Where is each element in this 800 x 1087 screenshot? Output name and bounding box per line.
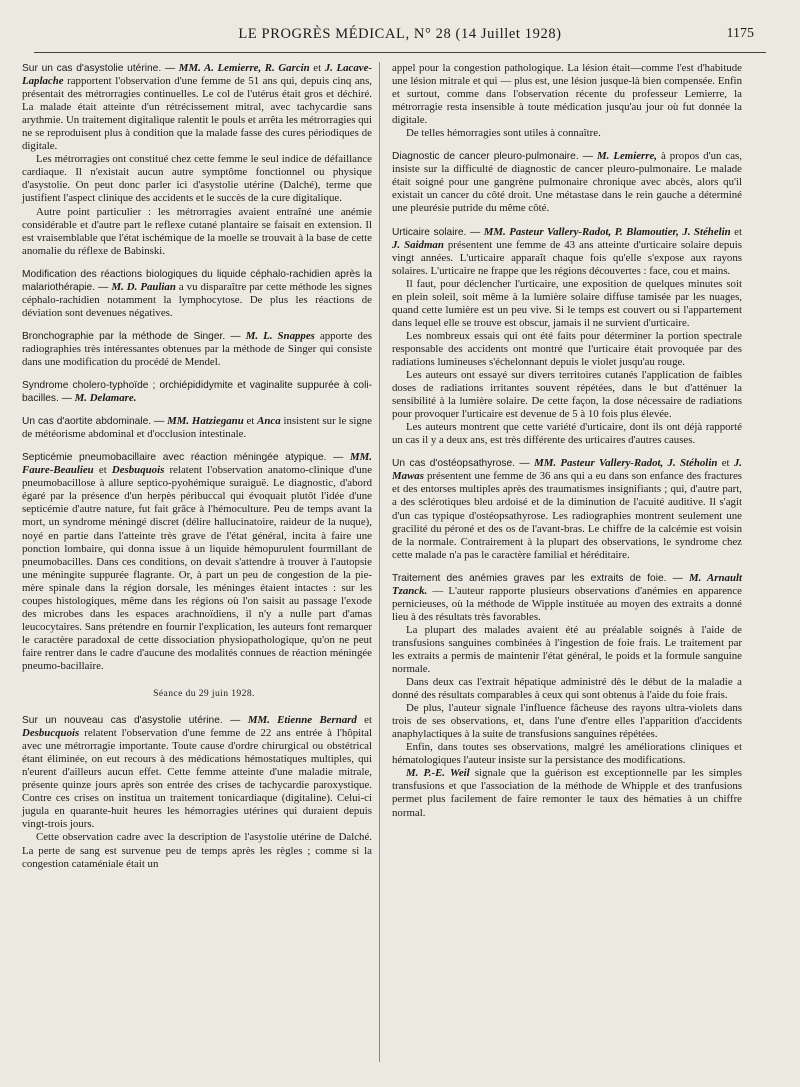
article-syndrome-cholero-typhoide: Syndrome cholero-typhoïde ; orchiépididymite et vaginalite suppurée à coli-bacilles. — M. Delamare. bbox=[22, 380, 372, 405]
paragraph: De telles hémorragies sont utiles à connaître. bbox=[406, 127, 601, 140]
article-liquide-cephalo-rachidien: Modification des réactions biologiques du liquide céphalo-rachidien après la malariothérapie. — M. D. Paulian a vu disparaître par cette méthode les signes céphalo-rachidien notamment la lymphocytose. De plus les réactions de déviation sont devenues négatives. bbox=[22, 268, 372, 319]
article-anemies-graves: Traitement des anémies graves par les extraits de foie. — M. Arnault Tzanck. — L'auteur rapporte plusieurs observations d'anémies en apparence pernicieuses, où la méthode de Wipple instituée au moyen des extraits a donné lieu à des résultats très favorables. bbox=[392, 571, 743, 623]
article-aortite-abdominale: Un cas d'aortite abdominale. — MM. Hatzieganu et Anca insistent sur le signe de météorisme abdominal et d'occlusion intestinale. bbox=[22, 415, 372, 441]
paragraph: Les auteurs montrent que cette variété d'urticaire, dont ils ont déjà rapporté un cas il y a deux ans, est très différente des urticaires d'autres causes. bbox=[392, 421, 742, 447]
article-asystolie-uterine: Sur un cas d'asystolie utérine. — MM. A. Lemierre, R. Garcin et J. Lacave-Laplache rapportent l'observation d'une femme de 51 ans qui, depuis cinq ans, présentait des métrorragies continuelles. Le col de l'utérus était gros et déchiré. La malade était atteinte d'un rétrécissement mitral, avec tachycardie sans arythmie. Un traitement digitalique ralentit le pouls et arrêta les métrorragies qui ne se reproduisent plus à condition que la malade fasse des cures périodiques de digitale. bbox=[22, 62, 372, 153]
article-osteopsathyrose: Un cas d'ostéopsathyrose. — MM. Pasteur Vallery-Radot, J. Stéholin et J. Mawas présentent une femme de 36 ans qui a eu dans son enfance des fractures et des entorses multiples après des traumatismes insignifiants ; qui, d'autre part, a des sclérotiques bleu ardoisé et de la diminution de l'acuité auditive. Il s'agit d'un cas typique d'ostéopsathyrose. Les radiographies montrent seulement une gracilité du péroné et des os de l'avant-bras. Le chiffre de la calcémie est voisin de la normale. Contrairement à la plupart des observations, le syndrome chez cette malade n'a pas le caractère familial et héréditaire. bbox=[392, 457, 742, 561]
page-number: 1175 bbox=[726, 26, 754, 41]
paragraph: Autre point particulier : les métrorragies avaient entraîné une anémie considérable et d'autre part le reflexe cutané plantaire se faisait en extension. Il est vraisemblable que l'état ischémique de la moelle se trouvait à la base de cette anomalie du réflexe de Babinski. bbox=[22, 205, 372, 257]
right-column bbox=[392, 62, 742, 820]
left-column bbox=[22, 62, 372, 871]
article-septicemie-pneumobacillaire: Septicémie pneumobacillaire avec réaction méningée atypique. — MM. Faure-Beaulieu et Desbuquois relatent l'observation anatomo-clinique d'une pneumobacillose à allure septico-pyohémique suraiguë. Le diagnostic, d'abord égaré par la présence d'un herpès péribuccal qui évoquait plutôt l'idée d'une septicémie d'autre nature, fut fait grâce à l'hémoculture. Peu de temps avant la mort, un syndrome méningé discret (délire hallucinatoire, raideur de la nuque), noyé en partie dans l'atteinte très grave de l'état général, incita à faire une ponction lombaire, qui donna issue à un liquide hémopurulent fourmillant de pneumobacilles. Dans ces conditions, on devait s'attendre à trouver à l'autopsie une méningite suppurée flagrante. Or, à part un peu de congestion de la pie-mère spinale dans la région dorsale, les méninges étaient intactes : sur les coupes histologiques, même dans les régions où l'on saisit au passage l'exode des microbes dans les espaces arachnoïdiens, il n'y a nulle part d'amas leucocytaires. Sans prétendre en fournir l'explication, les auteurs font remarquer le caractère paradoxal de cette dissociation physiopathologique, qu'on ne peut faire rentrer dans le cadre d'aucune des modalités connues de réaction méningée pneumo-bacillaire. bbox=[22, 451, 373, 672]
paragraph: De plus, l'auteur signale l'influence fâcheuse des rayons ultra-violets dans trois de ses observations, et, dans l'une d'entre elles l'apparition d'accidents anaphylactiques à la suite de transfusions sanguines répétées. bbox=[392, 702, 742, 741]
paragraph: Les auteurs ont essayé sur divers territoires cutanés l'application de faibles doses de radiations irritantes souvent répétées, dans le but d'atténuer la sensibilité à la lumière solaire. De cette façon, la dose nécessaire de radiations pour provoquer l'urticaire est devenue de 5 à 10 fois plus élevée. bbox=[392, 369, 742, 421]
article-bronchographie: Bronchographie par la méthode de Singer. — M. L. Snappes apporte des radiographies très intéressantes obtenues par la méthode de Singer qui consiste dans une modification du procédé de Mendel. bbox=[22, 329, 372, 368]
paragraph-continued: appel pour la congestion pathologique. La lésion était—comme l'est d'habitude une lésion mitrale et qui — plus est, une lésion jusque-là bien compensée. Enfin et surtout, comme dans l'observation récente du professeur Lemierre, la métrorragie resta insensible à toute médication jusqu'au jour où fut donnée la digitale. bbox=[392, 62, 742, 127]
paragraph: Les métrorragies ont constitué chez cette femme le seul indice de défaillance cardiaque. Il n'existait aucun autre symptôme fonctionnel ou physique d'asystolie. On peut donc parler ici d'asystolie utérine (Dalché), terme que justifient l'aspect clinique des accidents et le succès de la cure digitalique. bbox=[22, 153, 372, 205]
page-header bbox=[0, 26, 800, 50]
article-nouveau-cas-asystolie: Sur un nouveau cas d'asystolie utérine. — MM. Etienne Bernard et Desbucquois relatent l'observation d'une femme de 22 ans entrée à l'hôpital avec une métrorragie importante. Toute cause d'ordre chirurgical ou obstétrical étant éliminée, on eut recours à des médications hémostatiques multiples, qui n'eurent d'ailleurs aucun effet. Cette femme atteinte d'une maladie mitrale, présente quinze jours après son entrée des crises de tachycardie paroxystique. Contre ces crises on institua un traitement tonicardiaque (digitaline). Celui-ci jugula en quarante-huit heures les hémorragies utérines qui duraient depuis vingt-trois jours. bbox=[22, 714, 372, 831]
column-divider bbox=[379, 62, 380, 1062]
paragraph: Cette observation cadre avec la description de l'asystolie utérine de Dalché. La perte de sang est survenue peu de temps après les règles ; comme si la congestion cataméniale était un bbox=[22, 831, 372, 870]
paragraph: Les nombreux essais qui ont été faits pour déterminer la portion spectrale responsable des accidents ont montré que l'urticaire était provoquée par des radiations lumineuses s'échelonnant depuis le violet jusqu'au rouge. bbox=[392, 329, 742, 368]
seance-date: Séance du 29 juin 1928. bbox=[153, 688, 255, 700]
paragraph: La plupart des malades avaient été au préalable soignés à l'aide de transfusions sanguines combinées à l'ingestion de foie frais. Le traitement par les extraits a permis de maintenir l'état général, le poids et la formule sanguine normale. bbox=[392, 623, 742, 676]
paragraph-weil: M. P.-E. Weil signale que la guérison est exceptionnelle par les simples transfusions et que l'association de la méthode de Whipple et des tranfusions permet plus facilement de faire remonter le taux des hématies à un chiffre normal. bbox=[392, 767, 742, 819]
header-rule bbox=[34, 52, 766, 53]
paragraph: Enfin, dans toutes ses observations, malgré les améliorations cliniques et hématologiques l'auteur insiste sur la persistance des modifications. bbox=[392, 741, 742, 767]
paragraph: Il faut, pour déclencher l'urticaire, une exposition de quelques minutes soit en plein soleil, soit même à la lumière solaire diffuse tamisée par les nuages, quand cette lumière est un peu vive. Si le temps est couvert ou si l'appartement dans lequel elle se trouve est obscur, jamais il ne survient d'urticaire. bbox=[392, 277, 742, 329]
running-title: LE PROGRÈS MÉDICAL, N° 28 (14 Juillet 1928) bbox=[238, 26, 562, 42]
article-cancer-pleuro-pulmonaire: Diagnostic de cancer pleuro-pulmonaire. — M. Lemierre, à propos d'un cas, insiste sur la difficulté de diagnostic de cancer pleuro-pulmonaire. Le malade était soigné pour une gangrène pulmonaire chronique avec abcès, alors qu'il existait un cancer du côté droit. Une métastase dans le rein gauche a déterminé une pleurésie putride du même côté. bbox=[392, 150, 742, 215]
paragraph: Dans deux cas l'extrait hépatique administré dès le début de la maladie a donné des résultats comparables à ceux qui sont obtenus à l'aide du foie frais. bbox=[392, 676, 742, 702]
article-urticaire-solaire: Urticaire solaire. — MM. Pasteur Vallery-Radot, P. Blamoutier, J. Stéhelin et J. Saidman présentent une femme de 43 ans atteinte d'urticaire solaire depuis vingt années. L'urticaire apparaît chaque fois qu'elle s'expose aux rayons solaires. L'urticaire ne frappe que les régions découvertes : face, cou et mains. bbox=[392, 225, 742, 277]
